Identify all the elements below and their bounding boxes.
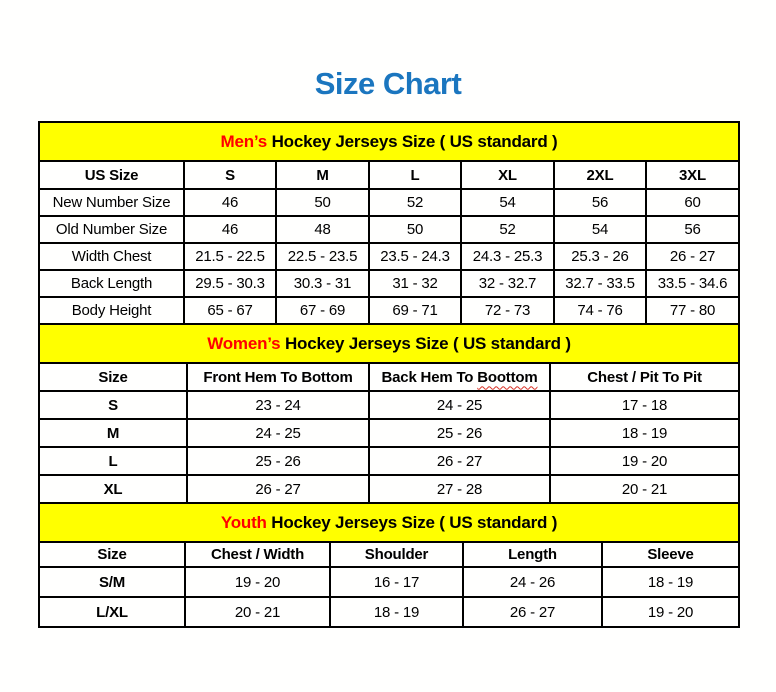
column-header: US Size — [39, 161, 184, 189]
row-label: Back Length — [39, 270, 184, 297]
table-row — [39, 243, 739, 270]
mens-column-header-row — [39, 161, 739, 189]
table-cell: 25 - 26 — [369, 419, 550, 447]
womens-column-header-row — [39, 363, 739, 391]
table-cell: 46 — [184, 189, 276, 216]
table-cell: 56 — [646, 216, 739, 243]
table-cell: 21.5 - 22.5 — [184, 243, 276, 270]
table-cell: 18 - 19 — [602, 567, 739, 597]
table-cell: 52 — [461, 216, 554, 243]
table-cell: 65 - 67 — [184, 297, 276, 324]
table-cell: 27 - 28 — [369, 475, 550, 503]
misspelled-word: Boottom — [477, 368, 538, 386]
youth-section-header — [39, 503, 739, 542]
table-cell: 54 — [554, 216, 646, 243]
table-cell: 56 — [554, 189, 646, 216]
row-label: Width Chest — [39, 243, 184, 270]
table-cell: 19 - 20 — [550, 447, 739, 475]
row-label: Body Height — [39, 297, 184, 324]
mens-header-accent: Men’s — [220, 131, 268, 151]
womens-size-table — [38, 323, 740, 504]
table-cell: 20 - 21 — [185, 597, 330, 627]
womens-section-header-row — [39, 324, 739, 363]
table-cell: 33.5 - 34.6 — [646, 270, 739, 297]
table-cell: 74 - 76 — [554, 297, 646, 324]
table-cell: 32 - 32.7 — [461, 270, 554, 297]
row-label: L/XL — [39, 597, 185, 627]
table-cell: 72 - 73 — [461, 297, 554, 324]
womens-section-header — [39, 324, 739, 363]
column-header: Chest / Width — [185, 542, 330, 567]
column-header: M — [276, 161, 369, 189]
table-row — [39, 419, 739, 447]
table-cell: 60 — [646, 189, 739, 216]
youth-size-table — [38, 502, 740, 628]
table-cell: 24.3 - 25.3 — [461, 243, 554, 270]
table-row — [39, 391, 739, 419]
row-label: XL — [39, 475, 187, 503]
column-header: 2XL — [554, 161, 646, 189]
table-row — [39, 189, 739, 216]
mens-section-header — [39, 122, 739, 161]
page-title: Size Chart — [314, 66, 462, 101]
table-cell: 50 — [276, 189, 369, 216]
column-header: 3XL — [646, 161, 739, 189]
row-label: New Number Size — [39, 189, 184, 216]
table-cell: 48 — [276, 216, 369, 243]
table-cell: 18 - 19 — [550, 419, 739, 447]
table-row — [39, 475, 739, 503]
youth-header-accent: Youth — [220, 512, 267, 532]
table-row — [39, 270, 739, 297]
mens-section-header-row — [39, 122, 739, 161]
table-cell: 69 - 71 — [369, 297, 461, 324]
size-tables-container — [38, 121, 738, 628]
row-label: L — [39, 447, 187, 475]
table-cell: 31 - 32 — [369, 270, 461, 297]
mens-size-table — [38, 121, 740, 325]
row-label: S — [39, 391, 187, 419]
table-cell: 19 - 20 — [602, 597, 739, 627]
table-cell: 32.7 - 33.5 — [554, 270, 646, 297]
womens-header-accent: Women’s — [207, 333, 281, 353]
table-row — [39, 567, 739, 597]
column-header — [369, 363, 550, 391]
column-header: Length — [463, 542, 602, 567]
table-cell: 20 - 21 — [550, 475, 739, 503]
column-header: Shoulder — [330, 542, 463, 567]
table-cell: 17 - 18 — [550, 391, 739, 419]
table-cell: 19 - 20 — [185, 567, 330, 597]
table-cell: 67 - 69 — [276, 297, 369, 324]
table-cell: 26 - 27 — [646, 243, 739, 270]
table-cell: 24 - 26 — [463, 567, 602, 597]
table-cell: 23.5 - 24.3 — [369, 243, 461, 270]
table-cell: 26 - 27 — [463, 597, 602, 627]
table-cell: 25 - 26 — [187, 447, 369, 475]
column-header: Size — [39, 542, 185, 567]
table-cell: 29.5 - 30.3 — [184, 270, 276, 297]
table-cell: 26 - 27 — [187, 475, 369, 503]
table-cell: 23 - 24 — [187, 391, 369, 419]
mens-header-rest: Hockey Jerseys Size ( US standard ) — [267, 131, 558, 151]
womens-header-rest: Hockey Jerseys Size ( US standard ) — [280, 333, 571, 353]
table-cell: 54 — [461, 189, 554, 216]
row-label: M — [39, 419, 187, 447]
table-cell: 77 - 80 — [646, 297, 739, 324]
row-label: Old Number Size — [39, 216, 184, 243]
youth-column-header-row — [39, 542, 739, 567]
table-row — [39, 216, 739, 243]
table-cell: 26 - 27 — [369, 447, 550, 475]
table-row — [39, 447, 739, 475]
table-cell: 16 - 17 — [330, 567, 463, 597]
table-cell: 24 - 25 — [369, 391, 550, 419]
table-cell: 24 - 25 — [187, 419, 369, 447]
table-cell: 46 — [184, 216, 276, 243]
table-cell: 50 — [369, 216, 461, 243]
table-cell: 18 - 19 — [330, 597, 463, 627]
table-cell: 30.3 - 31 — [276, 270, 369, 297]
table-cell: 52 — [369, 189, 461, 216]
table-row — [39, 597, 739, 627]
column-header: Chest / Pit To Pit — [550, 363, 739, 391]
table-row — [39, 297, 739, 324]
column-header: Size — [39, 363, 187, 391]
column-header: L — [369, 161, 461, 189]
youth-header-rest: Hockey Jerseys Size ( US standard ) — [266, 512, 558, 532]
column-header: XL — [461, 161, 554, 189]
row-label: S/M — [39, 567, 185, 597]
table-cell: 22.5 - 23.5 — [276, 243, 369, 270]
column-header: Sleeve — [602, 542, 739, 567]
youth-section-header-row — [39, 503, 739, 542]
table-cell: 25.3 - 26 — [554, 243, 646, 270]
column-header-text: Back Hem To — [381, 368, 478, 386]
column-header: S — [184, 161, 276, 189]
column-header: Front Hem To Bottom — [187, 363, 369, 391]
